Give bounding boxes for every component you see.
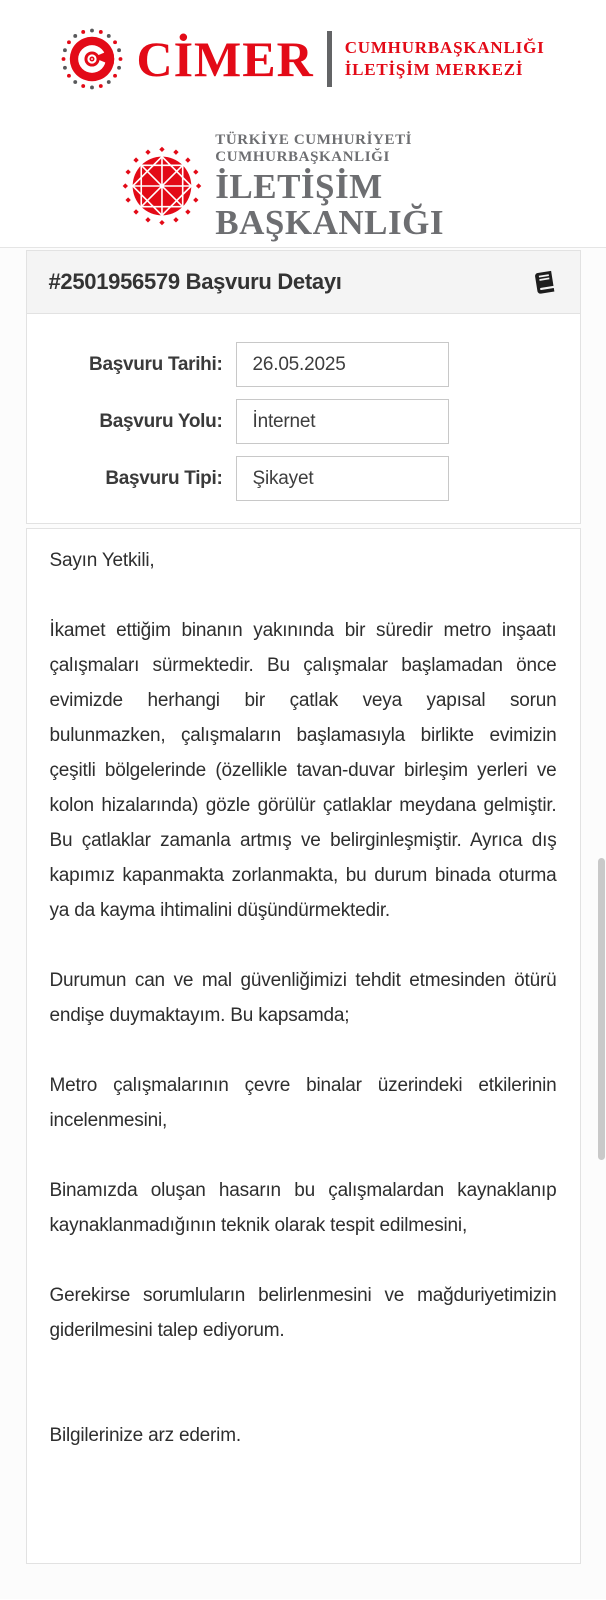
letter-paragraph: Binamızda oluşan hasarın bu çalışmalardan kaynaklanıp kaynaklanmadığının teknik olarak tespit edilmesini, bbox=[49, 1180, 557, 1236]
letter-paragraph: Durumun can ve mal güvenliğimizi tehdit etmesinden ötürü endişe duymaktayım. Bu kapsamda; bbox=[49, 970, 557, 1026]
scrollbar-thumb[interactable] bbox=[598, 858, 605, 1160]
book-icon[interactable] bbox=[531, 270, 558, 295]
cimer-emblem-icon bbox=[61, 28, 123, 90]
letter-paragraph: Metro çalışmalarının çevre binalar üzerindeki etkilerinin incelenmesini, bbox=[49, 1075, 557, 1131]
letter-closing: Bilgilerinize arz ederim. bbox=[49, 1425, 241, 1446]
letter-paragraph: İkamet ettiğim binanın yakınında bir süredir metro inşaatı çalışmaları sürmektedir. Bu çalışmalar başlamadan önce evimizde herhangi bir çatlak veya yapısal sorun bulunmazken, çalışmaların başlamasıyla birlikte evimizin çeşitli bölgelerinde (özellikle tavan-duvar birleşim yerleri ve kolon hizalarında) gözle görülür çatlaklar meydana gelmiştir. Bu çatlaklar zamanla artmış ve belirginleşmiştir. Ayrıca dış kapımız kapanmakta zorlanmakta, bu durum binada oturma ya da kayma ihtimalini düşündürmektedir. bbox=[49, 620, 557, 921]
application-detail-card bbox=[26, 250, 581, 524]
application-detail-title: #2501956579 Başvuru Detayı bbox=[48, 269, 342, 294]
cimer-org-line1: CUMHURBAŞKANLIĞI bbox=[344, 38, 545, 57]
iletisim-baskanligi-logo bbox=[121, 124, 486, 248]
cimer-logo bbox=[0, 28, 606, 90]
basvuru-tipi-field[interactable]: Şikayet bbox=[236, 456, 449, 501]
letter-paragraph: Gerekirse sorumluların belirlenmesini ve mağduriyetimizin giderilmesini talep ediyorum. bbox=[49, 1285, 557, 1341]
form-row-basvuru-yolu bbox=[47, 399, 560, 444]
iletisim-baskanligi-emblem-icon bbox=[121, 124, 204, 248]
page-header bbox=[0, 0, 606, 247]
application-meta-form bbox=[27, 314, 580, 523]
cimer-org-name bbox=[345, 38, 545, 80]
basvuru-tarihi-label: Başvuru Tarihi: bbox=[89, 353, 223, 375]
basvuru-yolu-field[interactable]: İnternet bbox=[236, 399, 449, 444]
cimer-org-line2: İLETİŞİM MERKEZİ bbox=[344, 60, 524, 79]
basvuru-tipi-label: Başvuru Tipi: bbox=[105, 467, 223, 489]
form-row-basvuru-tarihi bbox=[47, 342, 560, 387]
cimer-wordmark: CİMER bbox=[136, 31, 314, 87]
application-text-card bbox=[26, 528, 581, 1564]
detail-card-header bbox=[27, 251, 580, 314]
basvuru-tarihi-field[interactable]: 26.05.2025 bbox=[236, 342, 449, 387]
letter-salutation: Sayın Yetkili, bbox=[49, 550, 155, 571]
iletisim-org-line2: İLETİŞİM BAŞKANLIĞI bbox=[215, 166, 444, 242]
form-row-basvuru-tipi bbox=[47, 456, 560, 501]
iletisim-org-name bbox=[215, 132, 485, 241]
iletisim-org-line1: TÜRKİYE CUMHURİYETİ CUMHURBAŞKANLIĞI bbox=[215, 131, 413, 165]
basvuru-yolu-label: Başvuru Yolu: bbox=[99, 410, 223, 432]
content-area bbox=[0, 247, 606, 1599]
logo-divider bbox=[327, 31, 332, 87]
